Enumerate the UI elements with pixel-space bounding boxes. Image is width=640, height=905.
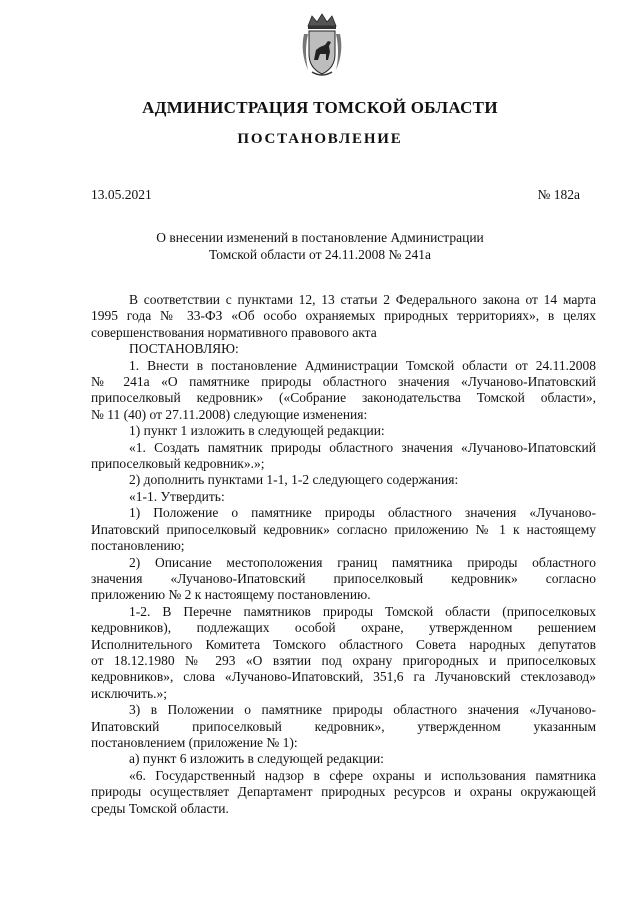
body-line: 1) пункт 1 изложить в следующей редакции: bbox=[129, 423, 385, 439]
body-line: припоселковый кедровник».»; bbox=[91, 456, 265, 472]
body-line: № 11 (40) от 27.11.2008) следующие изменения: bbox=[91, 406, 368, 422]
body-line: кедровников», слова «Лучаново-Ипатовский, 351,6 га Лучановский стеклозавод» bbox=[91, 669, 596, 685]
body-line: 1. Внести в постановление Администрации Томской области от 24.11.2008 bbox=[129, 357, 596, 373]
body-line: 2) дополнить пунктами 1-1, 1-2 следующего содержания: bbox=[129, 472, 459, 488]
body-line: В соответствии с пунктами 12, 13 статьи 2 Федерального закона от 14 марта bbox=[129, 292, 596, 307]
body-line: Ипатовский припоселковый кедровник», утвержденном указанным bbox=[91, 718, 596, 734]
body-line: 2) Описание местоположения границ памятника природы областного bbox=[129, 554, 596, 570]
body-line: постановлением (приложение № 1): bbox=[91, 734, 298, 750]
body-line: постановлению; bbox=[91, 538, 185, 554]
body-line: природы осуществляет Департамент природных ресурсов и охраны окружающей bbox=[91, 784, 596, 800]
body-line: среды Томской области. bbox=[91, 800, 229, 816]
body-line: «6. Государственный надзор в сфере охраны и использования памятника bbox=[129, 767, 596, 783]
body-line: исключить.»; bbox=[91, 685, 168, 701]
body-line: Исполнительного Комитета Томского областного Совета народных депутатов bbox=[91, 636, 596, 652]
subject-line: О внесении изменений в постановление Администрации bbox=[156, 230, 484, 245]
document-body bbox=[91, 292, 596, 817]
body-line: кедровников), подлежащих особой охране, утвержденном решением bbox=[91, 620, 596, 636]
body-line: 1) Положение о памятнике природы областного значения «Лучаново- bbox=[129, 505, 596, 521]
body-line: ПОСТАНОВЛЯЮ: bbox=[129, 341, 239, 357]
organization-title: АДМИНИСТРАЦИЯ ТОМСКОЙ ОБЛАСТИ bbox=[142, 98, 498, 117]
document-subject bbox=[0, 229, 640, 263]
body-line: совершенствования нормативного правового акта bbox=[91, 324, 377, 340]
document-date: 13.05.2021 bbox=[91, 187, 152, 202]
coat-of-arms-icon bbox=[300, 12, 344, 78]
document-type: ПОСТАНОВЛЕНИЕ bbox=[237, 131, 403, 147]
body-line: 1995 года № 33-ФЗ «Об особо охраняемых природных территориях», в целях bbox=[91, 308, 596, 324]
body-line: приложению № 2 к настоящему постановлению. bbox=[91, 587, 371, 603]
body-line: «1-1. Утвердить: bbox=[129, 488, 225, 504]
body-line: Ипатовский припоселковый кедровник» согласно приложению № 1 к настоящему bbox=[91, 521, 596, 537]
body-line: от 18.12.1980 № 293 «О взятии под охрану пригородных и припоселковых bbox=[91, 652, 596, 668]
body-line: припоселковый кедровник» («Собрание законодательства Томской области», bbox=[91, 390, 596, 406]
body-line: № 241а «О памятнике природы областного значения «Лучаново-Ипатовский bbox=[91, 374, 596, 390]
body-line: а) пункт 6 изложить в следующей редакции: bbox=[129, 751, 384, 767]
body-line: «1. Создать памятник природы областного значения «Лучаново-Ипатовский bbox=[129, 439, 596, 455]
body-line: 1-2. В Перечне памятников природы Томской области (припоселковых bbox=[129, 603, 596, 619]
document-number: № 182а bbox=[537, 187, 580, 202]
body-line: значения «Лучаново-Ипатовский припоселковый кедровник» согласно bbox=[91, 570, 596, 586]
body-line: 3) в Положении о памятнике природы областного значения «Лучаново- bbox=[129, 702, 596, 718]
subject-line: Томской области от 24.11.2008 № 241а bbox=[209, 247, 431, 262]
